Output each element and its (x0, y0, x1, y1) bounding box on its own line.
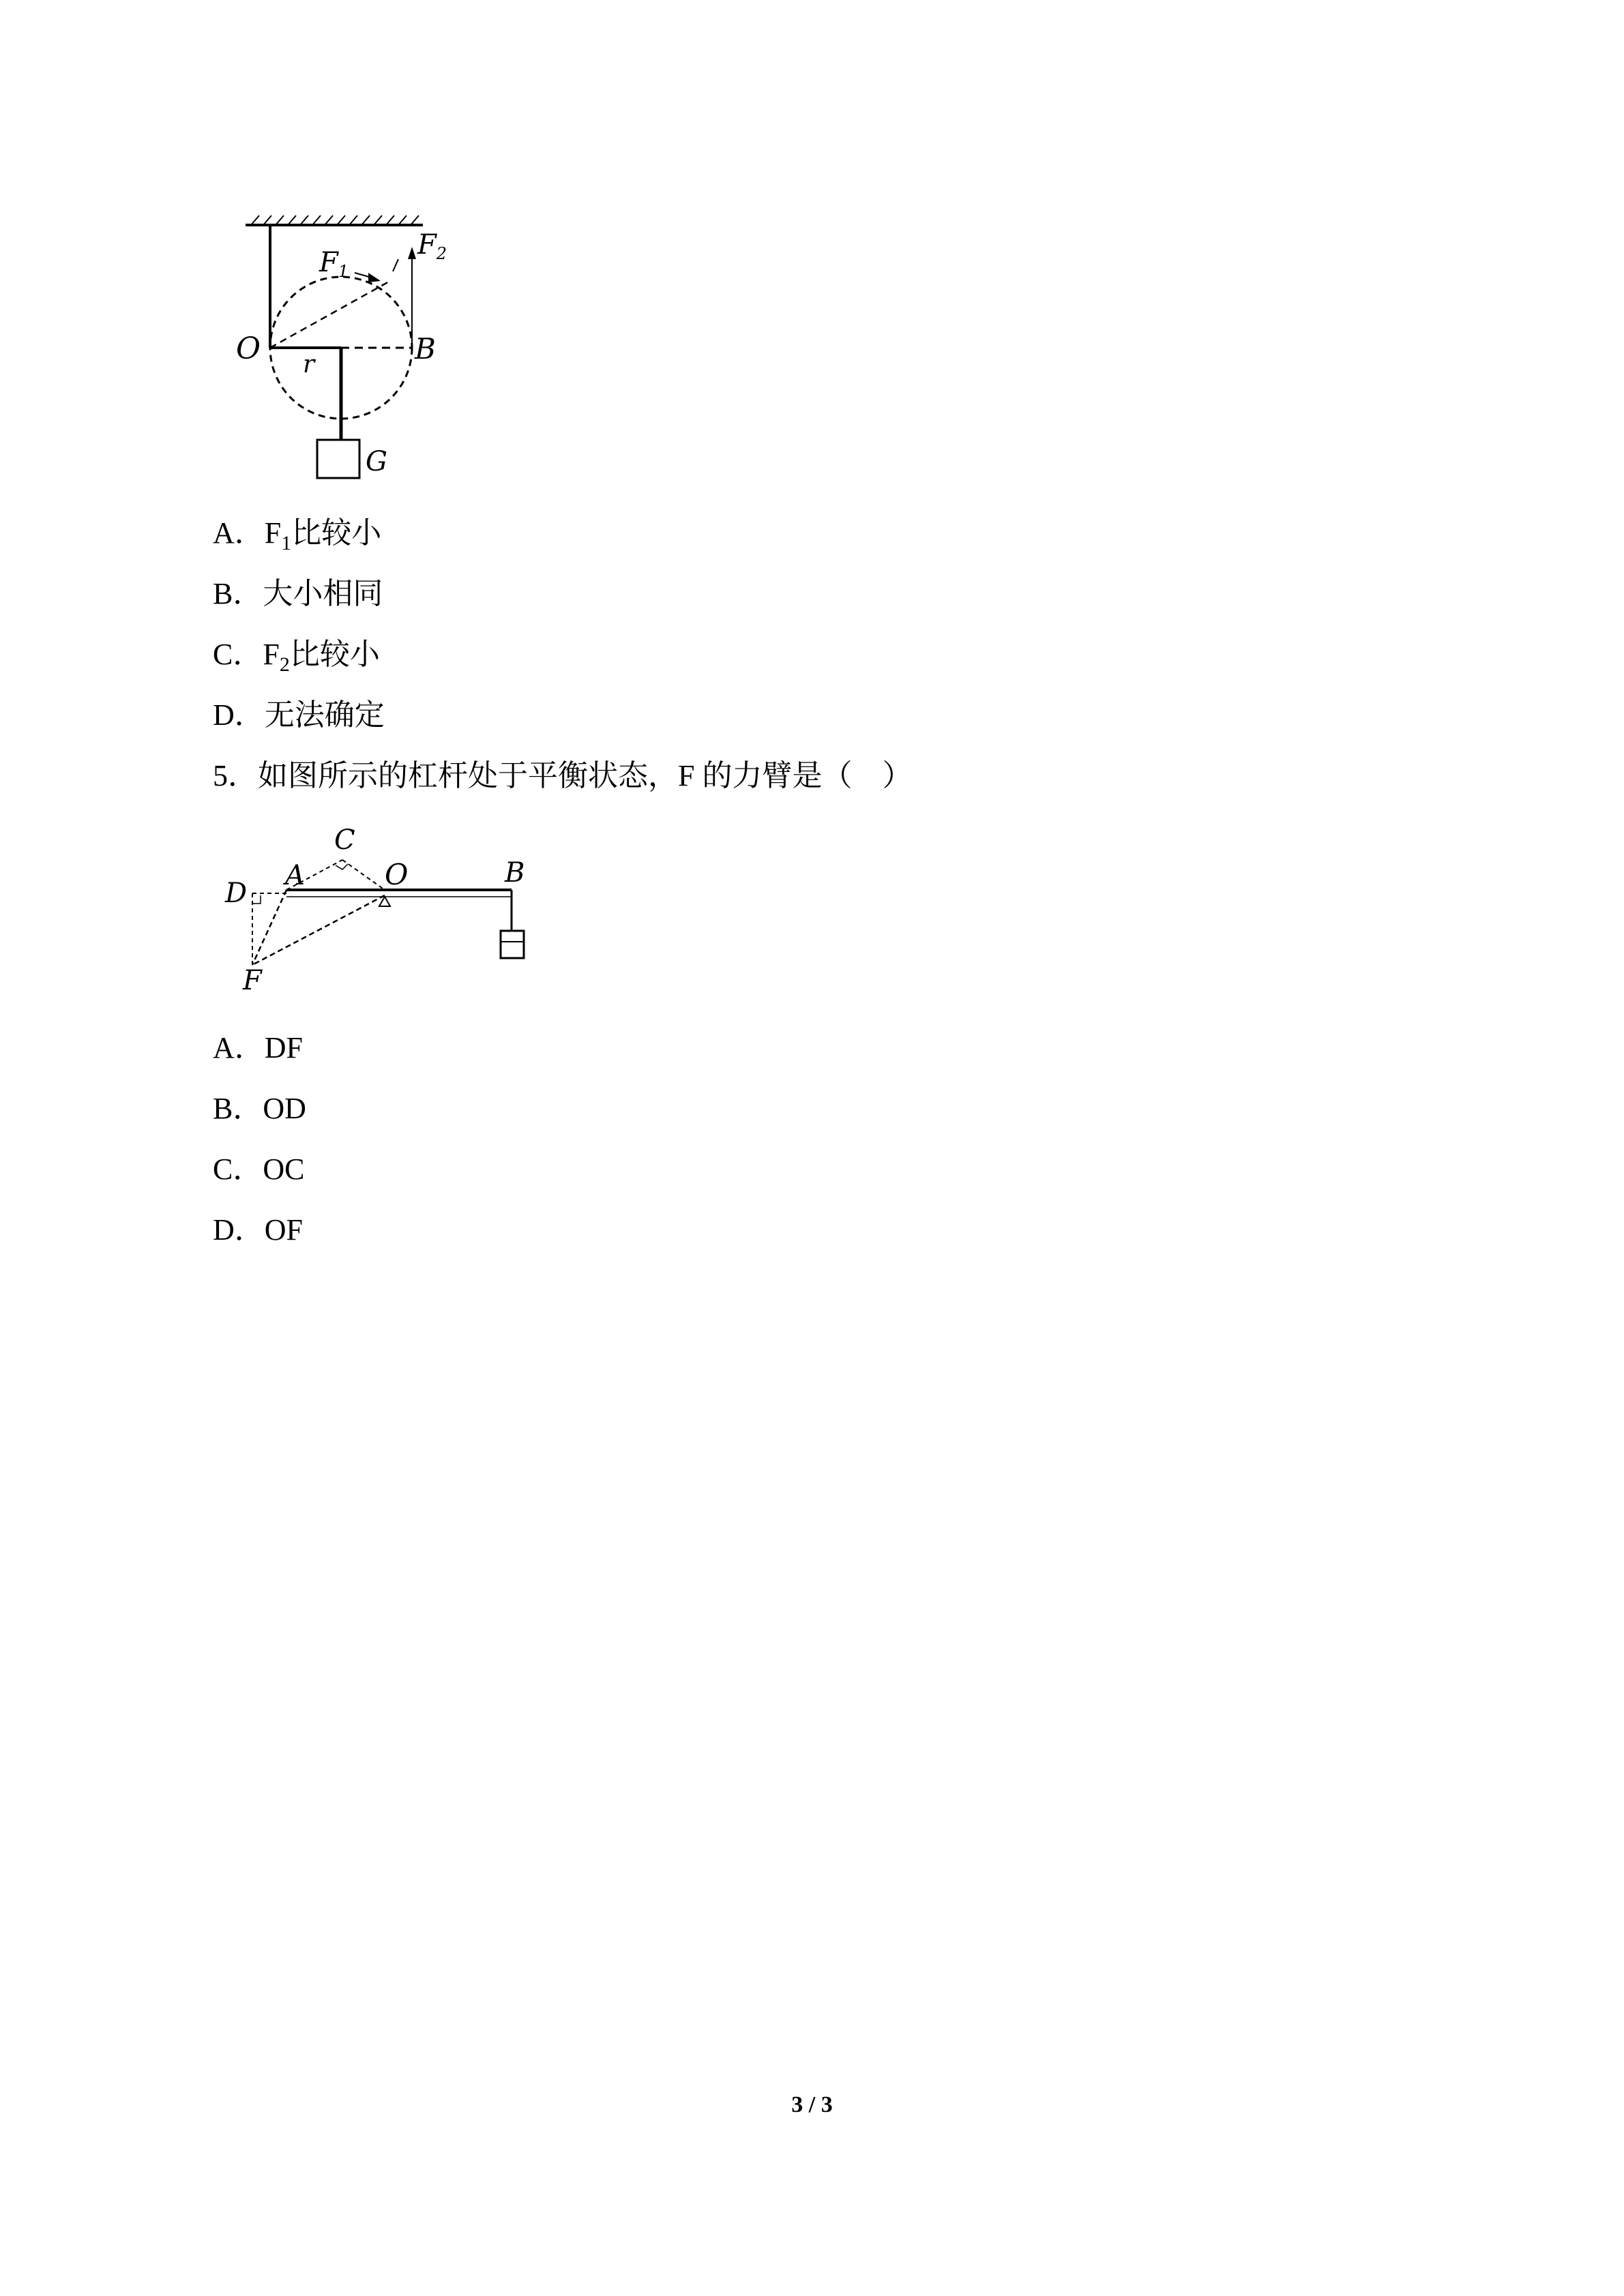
chord-oa (270, 281, 390, 348)
q4-option-a: A．$F_1$比较小 (213, 516, 382, 554)
angle-arc (393, 259, 398, 271)
label-f1: $F_1$ (319, 247, 349, 281)
label-f: F (243, 965, 262, 996)
label-r: r (303, 351, 315, 378)
q4-option-b: B．大小相同 (213, 577, 383, 610)
label-b: B (505, 857, 525, 889)
q4-option-d: D．无法确定 (213, 698, 385, 732)
label-c: C (334, 824, 355, 856)
label-f2: $F_2$ (417, 229, 447, 263)
label-o: O (236, 331, 261, 366)
segment-oc (342, 860, 385, 890)
q4-option-c: C．$F_2$比较小 (213, 638, 380, 676)
pulley-figure (232, 205, 457, 491)
weight-box (501, 931, 524, 958)
f1-arrowhead (368, 273, 381, 282)
label-o: O (385, 858, 409, 891)
q5-option-d: D．OF (213, 1213, 304, 1247)
f2-arrowhead (408, 247, 416, 259)
q5-option-c: C．OC (213, 1152, 305, 1186)
segment-af (252, 890, 286, 965)
label-b: B (415, 332, 436, 366)
question-5-stem: 5．如图所示的杠杆处于平衡状态，F 的力臂是（ ） (213, 759, 913, 792)
ceiling-hatching (251, 215, 419, 225)
q5-option-a: A．DF (213, 1031, 304, 1064)
lever-figure (218, 822, 539, 1006)
label-a: A (285, 860, 305, 891)
label-g: G (366, 446, 387, 477)
weight-g (317, 440, 359, 478)
q5-option-b: B．OD (213, 1092, 306, 1125)
segment-of (252, 895, 385, 965)
page-number: 3 / 3 (791, 2092, 833, 2117)
label-d: D (225, 878, 248, 909)
